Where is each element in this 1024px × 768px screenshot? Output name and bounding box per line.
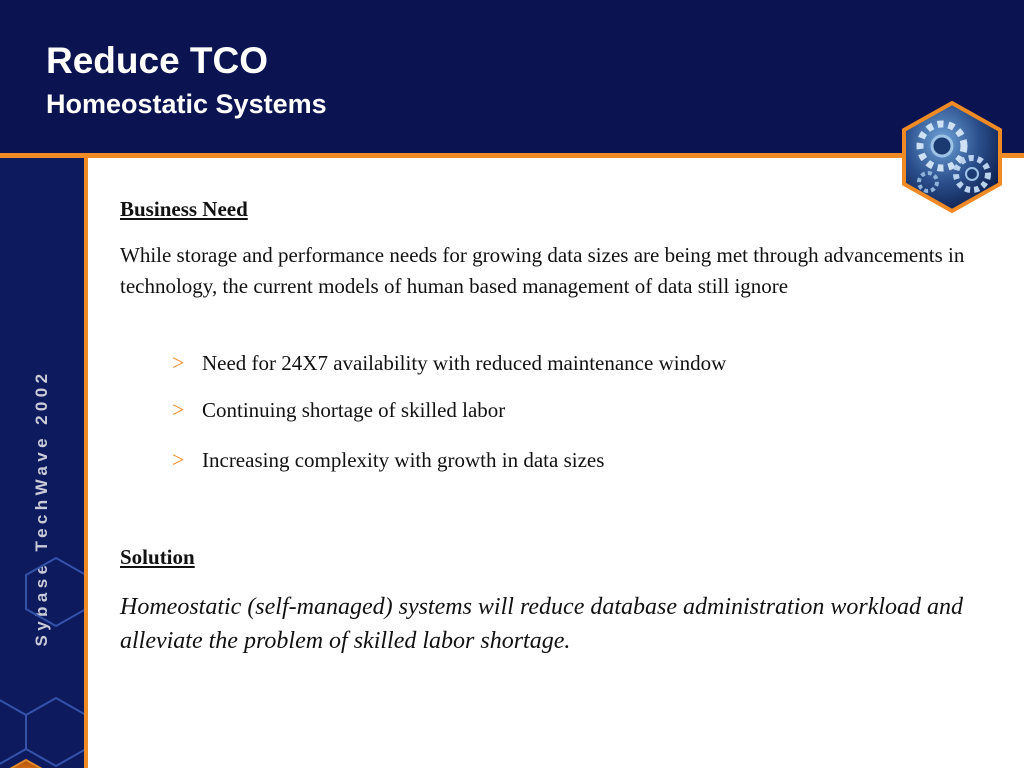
sidebar-label: Sybase TechWave 2002: [32, 369, 51, 647]
solution-heading: Solution: [120, 545, 195, 569]
sidebar-divider: [84, 158, 88, 768]
chevron-right-icon: >: [172, 350, 185, 375]
bullet-text: Need for 24X7 availability with reduced maintenance window: [202, 351, 727, 375]
slide-title: Reduce TCO: [46, 40, 269, 81]
header-divider: [0, 153, 1024, 158]
bullet-item: [172, 397, 505, 423]
chevron-right-icon: >: [172, 447, 185, 472]
chevron-right-icon: >: [172, 397, 185, 422]
business-need-heading: Business Need: [120, 197, 248, 221]
business-need-paragraph: While storage and performance needs for growing data sizes are being met through advancements in technology, the current models of human based management of data still ignore: [120, 243, 965, 298]
hexagon-pattern: [0, 538, 84, 768]
solution-text: Homeostatic (self-managed) systems will reduce database administration workload and alleviate the problem of skilled labor shortage.: [120, 594, 964, 654]
bullet-text: Continuing shortage of skilled labor: [202, 398, 506, 422]
slide-subtitle: Homeostatic Systems: [46, 89, 327, 119]
sidebar-band: [0, 158, 84, 768]
bullet-text: Increasing complexity with growth in data sizes: [202, 448, 605, 472]
bullet-item: [172, 350, 726, 376]
bullet-item: [172, 447, 604, 473]
gear-hexagon-icon: [900, 100, 1004, 219]
